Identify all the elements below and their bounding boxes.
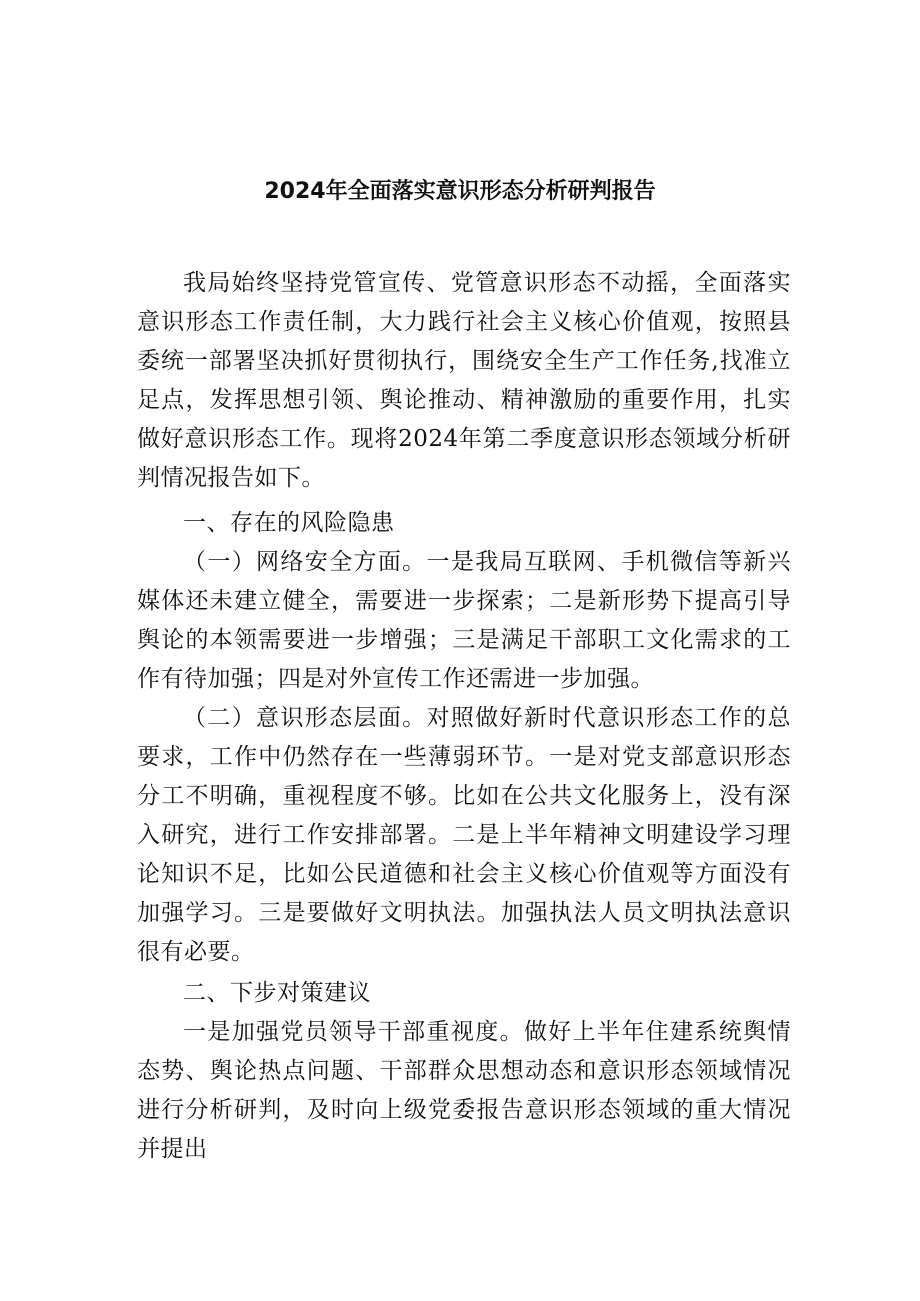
- section-heading-countermeasures: 二、下步对策建议: [183, 980, 371, 1006]
- document-title: 2024年全面落实意识形态分析研判报告: [264, 179, 656, 204]
- document-body: [137, 264, 791, 1169]
- paragraph-leadership-attention: 一是加强党员领导干部重视度。做好上半年住建系统舆情态势、舆论热点问题、干部群众思想动态和意识形态领域情况进行分析研判，及时向上级党委报告意识形态领域的重大情况并提出: [137, 1019, 791, 1162]
- intro-paragraph: 我局始终坚持党管宣传、党管意识形态不动摇，全面落实意识形态工作责任制，大力践行社会主义核心价值观，按照县委统一部署坚决抓好贯彻执行，围绕安全生产工作任务,找准立足点，发挥思想引领、舆论推动、精神激励的重要作用，扎实做好意识形态工作。现将2024年第二季度意识形态领域分析研判情况报告如下。: [137, 270, 791, 491]
- paragraph-ideology-level: （二）意识形态层面。对照做好新时代意识形态工作的总要求，工作中仍然存在一些薄弱环节。一是对党支部意识形态分工不明确，重视程度不够。比如在公共文化服务上，没有深入研究，进行工作安排部署。二是上半年精神文明建设学习理论知识不足，比如公民道德和社会主义核心价值观等方面没有加强学习。三是要做好文明执法。加强执法人员文明执法意识很有必要。: [137, 705, 791, 965]
- section-heading-risks: 一、存在的风险隐患: [183, 510, 395, 536]
- paragraph-network-security: （一）网络安全方面。一是我局互联网、手机微信等新兴媒体还未建立健全，需要进一步探索；二是新形势下提高引导舆论的本领需要进一步增强；三是满足干部职工文化需求的工作有待加强；四是对外宣传工作还需进一步加强。: [137, 549, 791, 692]
